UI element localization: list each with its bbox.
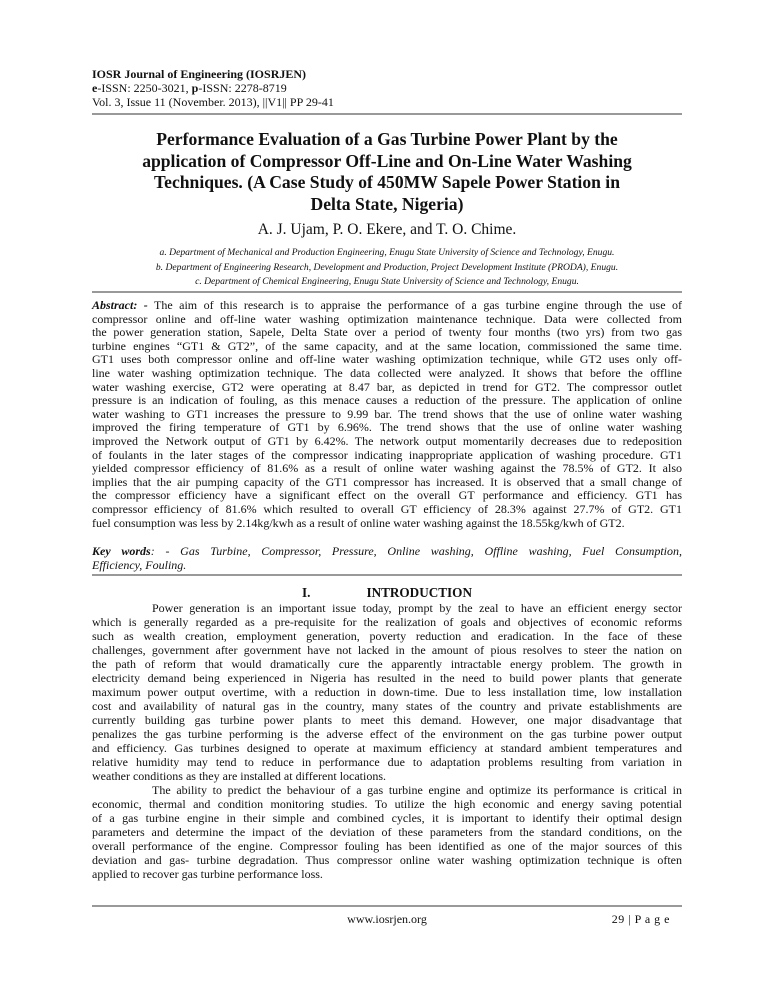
paragraph-line: penalizes the gas turbine performing is the adverse effect of the environment on the gas turbine power output xyxy=(92,727,682,741)
abstract-line: fuel consumption was less by 2.14kg/kwh as a result of online water washing against the 18.55kg/kwh of GT2. xyxy=(92,515,625,530)
abstract-line: improved the firing temperature of GT1 by 6.96%. The trend shows that the use of online water washing xyxy=(92,420,682,435)
paragraph-line: The ability to predict the behaviour of a gas turbine engine and optimize its performance is critical in xyxy=(152,783,682,797)
abstract-line: compressor efficiency of 81.6% which resulted to overall GT efficiency of 28.3% against 27.7% of GT2. GT1 xyxy=(92,501,682,516)
section-number: I. xyxy=(302,585,311,600)
abstract xyxy=(92,299,682,530)
abstract-line: improved the Network output of GT1 by 6.42%. The network output momentarily decreases due to redeposition xyxy=(92,433,682,448)
issn-line xyxy=(92,81,682,95)
journal-name: IOSR Journal of Engineering (IOSRJEN) xyxy=(92,67,307,81)
abstract-line: water washing exercise, GT2 were operating at 8.47 bar, as depicted in trend for GT2. The compressor outlet xyxy=(92,379,682,394)
abstract-line: implies that the air pumping capacity of the GT1 compressor has increased. It is observed that a small change of xyxy=(92,474,682,489)
section-heading-introduction xyxy=(92,585,682,601)
header-divider xyxy=(92,113,682,115)
paragraph-line: parameters and determine the impact of the deviation of these parameters from the standard conditions, on the xyxy=(92,825,682,839)
abstract-line: the power generation station, Sapele, Delta State over a period of twenty four months (two yrs) from two gas xyxy=(92,325,682,340)
paragraph-line: weather conditions as they are installed at different locations. xyxy=(92,769,387,783)
abstract-line: the compressor efficiency have a significant effect on the overall GT performance and efficiency. GT1 has xyxy=(92,488,682,503)
eissn-prefix: e xyxy=(92,81,98,95)
section-title: INTRODUCTION xyxy=(366,585,472,600)
title-line: Delta State, Nigeria) xyxy=(310,194,464,215)
pissn: -ISSN: 2278-8719 xyxy=(198,81,287,95)
paper-title xyxy=(80,129,694,216)
abstract-line: water washing to GT1 increases the pressure to 9.99 bar. The trend shows that the use of online water washing xyxy=(92,406,682,421)
paragraph-line: applied to recover gas turbine performance loss. xyxy=(92,867,323,881)
volume-info: Vol. 3, Issue 11 (November. 2013), ||V1|| PP 29-41 xyxy=(92,95,334,109)
keywords-text: : - Gas Turbine, Compressor, Pressure, Online washing, Offline washing, Fuel Consumption, xyxy=(150,544,683,558)
paragraph xyxy=(92,783,682,881)
paragraph-line: relative humidity may tend to reduce in performance due to adaptation problems resulting from variation in xyxy=(92,755,682,769)
paragraph-line: currently building gas turbine power plants to meet this demand. However, one major disadvantage that xyxy=(92,713,682,727)
paragraph-line: the path of reform that would dramatically cure the apparently intractable energy problem. The growth in xyxy=(92,657,682,671)
abstract-text: The aim of this research is to appraise the performance of a gas turbine engine through the use of xyxy=(147,298,682,312)
abstract-line: GT1 uses both compressor online and off-line water washing optimization technique, while GT2 uses only off- xyxy=(92,352,682,367)
abstract-line: turbine engines “GT1 & GT2”, of the same capacity, and at the same location, commissioned the same time. xyxy=(92,338,682,353)
abstract-line: compressor online and off-line water washing optimization maintenance technique. Data were collected from xyxy=(92,311,682,326)
keywords-label: Key words xyxy=(92,544,151,558)
paragraph-line: cost and availability of natural gas in the country, many states of the country and private establishments are xyxy=(92,699,682,713)
abstract-divider-bottom xyxy=(92,574,682,576)
affiliation: b. Department of Engineering Research, Development and Production, Project Development Institute (PRODA), Enugu. xyxy=(155,261,619,273)
footer-divider xyxy=(92,905,682,907)
keywords-line: Efficiency, Fouling. xyxy=(92,558,187,572)
paragraph-line: and efficiency. Gas turbines designed to operate at maximum efficiency at standard ambient temperatures and xyxy=(92,741,682,755)
paragraph-line: electricity demand being experienced in Nigeria has resulted in the need to build power plants that generate xyxy=(92,671,682,685)
abstract-line: of foulants in the later stages of the compressor indicating inappropriate application of washing procedure. GT1 xyxy=(92,447,682,462)
page-number: 29 | P a g e xyxy=(611,912,670,926)
eissn: -ISSN: 2250-3021, xyxy=(97,81,192,95)
keywords xyxy=(92,544,682,572)
title-line: Performance Evaluation of a Gas Turbine Power Plant by the xyxy=(156,129,618,149)
abstract-line: yielded compressor efficiency of 81.6% as a result of online water washing against the 78.5% of GT2. It also xyxy=(92,461,682,476)
abstract-label: Abstract: - xyxy=(92,298,148,312)
affiliations xyxy=(92,246,682,290)
paragraph-line: of a gas turbine engine in their simple and combined cycles, it is important to identify their optimal design xyxy=(92,811,682,825)
paragraph-line: deviation and gas- turbine degradation. Thus compressor online water washing optimization technique is often xyxy=(92,853,682,867)
paragraph-line: such as wealth creation, employment generation, poverty reduction and eradication. In the face of these xyxy=(92,629,682,643)
paragraph-line: Power generation is an important issue today, prompt by the zeal to have an efficient energy sector xyxy=(152,601,682,615)
authors: A. J. Ujam, P. O. Ekere, and T. O. Chime. xyxy=(257,221,517,238)
title-line: Techniques. (A Case Study of 450MW Sapele Power Station in xyxy=(154,172,620,193)
abstract-divider-top xyxy=(92,291,682,293)
paragraph-line: overall performance of the engine. Compressor fouling has been identified as one of the major sources of this xyxy=(92,839,682,853)
abstract-line: pressure is an indication of fouling, as this menace causes a reduction of the pressure. The application of online xyxy=(92,393,682,408)
paragraph-line: which is generally regarded as a pre-requisite for the realization of goals and objectives of economic reforms xyxy=(92,615,682,629)
abstract-line xyxy=(92,299,682,313)
affiliation: a. Department of Mechanical and Production Engineering, Enugu State University of Science and Technology, Enugu. xyxy=(159,247,615,258)
paragraph-line: economic, thermal and condition monitoring studies. To utilize the high economic and energy saving potential xyxy=(92,797,682,811)
paragraph xyxy=(92,601,682,783)
journal-header xyxy=(92,67,682,109)
keywords-line xyxy=(92,544,682,558)
title-line: application of Compressor Off-Line and On-Line Water Washing xyxy=(142,150,632,171)
journal-url[interactable]: www.iosrjen.org xyxy=(347,912,427,926)
paragraph-line: maximum power output overtime, with a reduction in down-time. Due to less installation time, low installation xyxy=(92,685,682,699)
pissn-prefix: p xyxy=(191,81,199,95)
abstract-line: line water washing optimization technique. The data collected were analyzed. It shows that before the offline xyxy=(92,365,682,380)
introduction-body xyxy=(92,601,682,881)
paragraph-line: challenges, government after government have not lacked in the amount of pious resolves to steer the nation on xyxy=(92,643,682,657)
affiliation: c. Department of Chemical Engineering, Enugu State University of Science and Technology, Enugu. xyxy=(195,276,579,287)
